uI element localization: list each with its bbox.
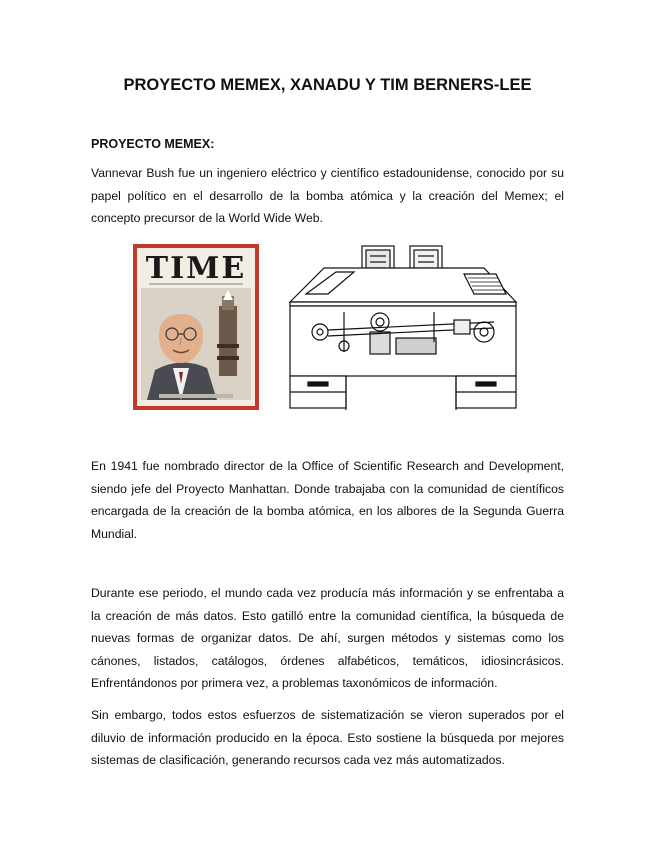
- time-magazine-cover-image: [133, 244, 259, 410]
- section-heading: PROYECTO MEMEX:: [91, 137, 215, 151]
- paragraph-3: Durante ese periodo, el mundo cada vez producía más información y se enfrentaba a la creación de más datos. Esto gatilló entre la comunidad científica, la búsqueda de nuevas formas de organizar datos. De ahí, surgen métodos y sistemas como los cánones, listados, catálogos, órdenes alfabéticos, temáticos, idiosincrásicos. Enfrentándonos por primera vez, a problemas taxonómicos de información.: [91, 586, 564, 690]
- time-masthead: TIME: [145, 251, 247, 286]
- paragraph-1: Vannevar Bush fue un ingeniero eléctrico y científico estadounidense, conocido por su papel político en el desarrollo de la bomba atómica y la creación del Memex; el concepto precursor de la World Wide Web.: [91, 166, 564, 225]
- paragraph-2: En 1941 fue nombrado director de la Office of Scientific Research and Development, siendo jefe del Proyecto Manhattan. Donde trabajaba con la comunidad de científicos encargada de la creación de la bomba atómica, en los albores de la Segunda Guerra Mundial.: [91, 459, 564, 541]
- memex-desk-illustration: [284, 242, 522, 412]
- page-title: PROYECTO MEMEX, XANADU Y TIM BERNERS-LEE: [123, 76, 532, 94]
- paragraph-4: Sin embargo, todos estos esfuerzos de sistematización se vieron superados por el diluvio de información producido en la época. Esto sostiene la búsqueda por mejores sistemas de clasificación, generando recursos cada vez más automatizados.: [91, 708, 564, 767]
